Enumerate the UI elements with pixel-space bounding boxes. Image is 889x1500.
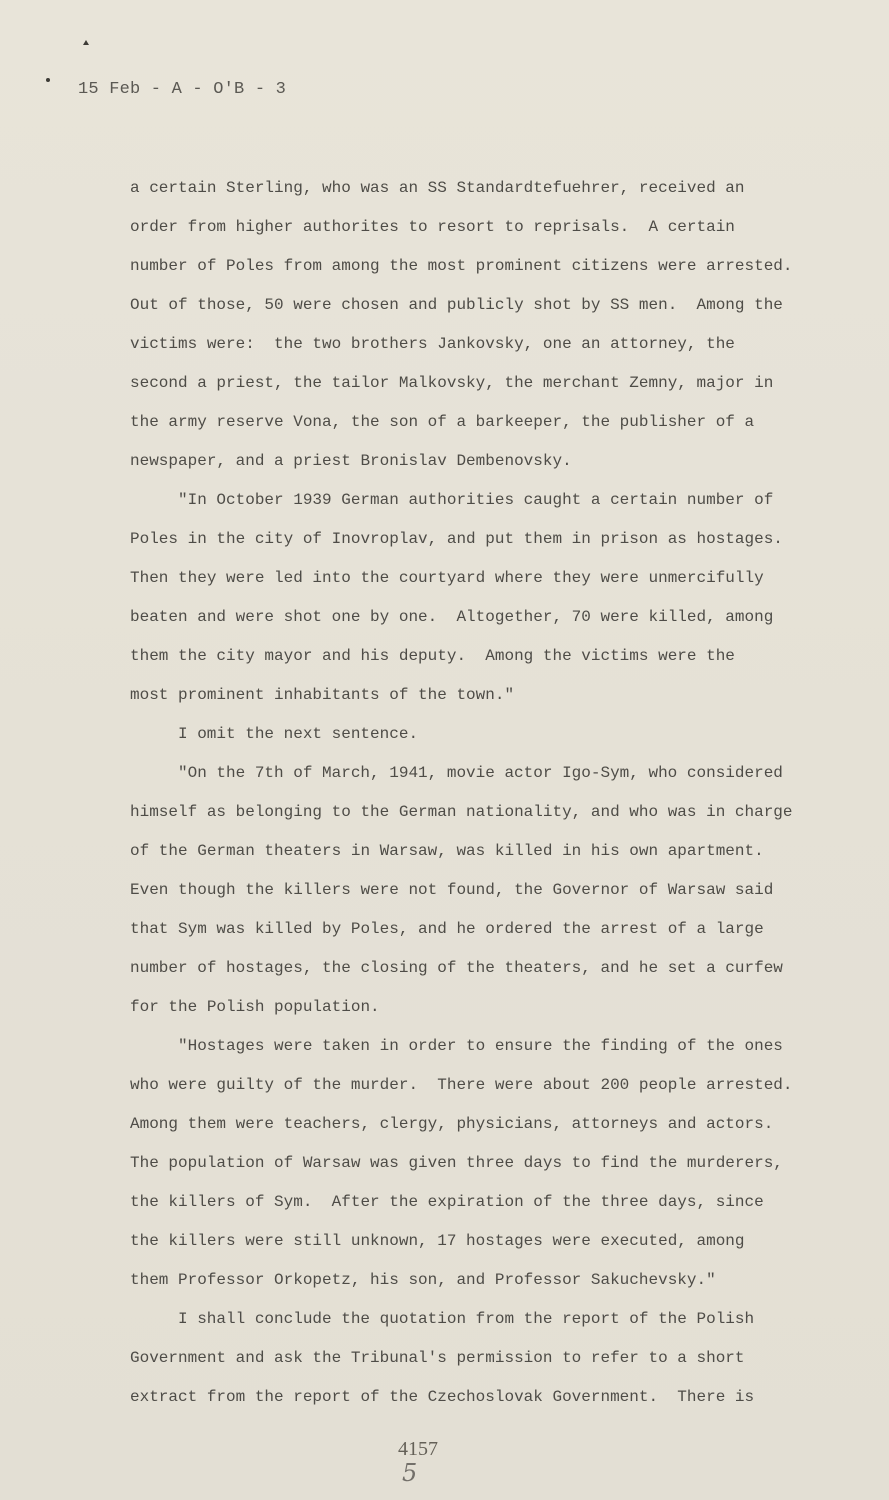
text-line: number of hostages, the closing of the theaters, and he set a curfew [130,959,783,977]
text-line: newspaper, and a priest Bronislav Dembenovsky. [130,452,572,470]
text-line: who were guilty of the murder. There were about 200 people arrested. [130,1076,793,1094]
text-line: them Professor Orkopetz, his son, and Professor Sakuchevsky." [130,1271,716,1289]
text-line: I omit the next sentence. [178,725,419,743]
document-body [130,169,820,1417]
margin-dot [46,78,50,82]
text-line: Then they were led into the courtyard where they were unmercifully [130,569,764,587]
text-line: Even though the killers were not found, the Governor of Warsaw said [130,881,774,899]
text-line: "Hostages were taken in order to ensure the finding of the ones [178,1037,783,1055]
text-line: most prominent inhabitants of the town." [130,686,515,704]
text-line: them the city mayor and his deputy. Among the victims were the [130,647,735,665]
text-line: the killers were still unknown, 17 hostages were executed, among [130,1232,745,1250]
text-line: a certain Sterling, who was an SS Standardtefuehrer, received an [130,179,745,197]
text-line: Poles in the city of Inovroplav, and put them in prison as hostages. [130,530,783,548]
handwritten-page-number: 5 [402,1459,418,1487]
text-line: beaten and were shot one by one. Altogether, 70 were killed, among [130,608,774,626]
text-line: order from higher authorites to resort to reprisals. A certain [130,218,735,236]
text-line: "On the 7th of March, 1941, movie actor Igo-Sym, who considered [178,764,783,782]
text-line: The population of Warsaw was given three days to find the murderers, [130,1154,783,1172]
margin-mark [83,40,89,45]
text-line: of the German theaters in Warsaw, was killed in his own apartment. [130,842,764,860]
text-line: extract from the report of the Czechoslovak Government. There is [130,1388,755,1406]
text-line: Among them were teachers, clergy, physicians, attorneys and actors. [130,1115,774,1133]
page-number: 4157 [398,1438,438,1460]
text-line: the army reserve Vona, the son of a barkeeper, the publisher of a [130,413,755,431]
text-line: Out of those, 50 were chosen and publicly shot by SS men. Among the [130,296,783,314]
text-line: that Sym was killed by Poles, and he ordered the arrest of a large [130,920,764,938]
text-line: Government and ask the Tribunal's permission to refer to a short [130,1349,745,1367]
text-line: victims were: the two brothers Jankovsky, one an attorney, the [130,335,735,353]
text-line: second a priest, the tailor Malkovsky, the merchant Zemny, major in [130,374,774,392]
text-line: number of Poles from among the most prominent citizens were arrested. [130,257,793,275]
document-header: 15 Feb - A - O'B - 3 [78,80,287,99]
text-line: the killers of Sym. After the expiration of the three days, since [130,1193,764,1211]
text-line: I shall conclude the quotation from the report of the Polish [178,1310,755,1328]
text-line: "In October 1939 German authorities caught a certain number of [178,491,774,509]
text-line: for the Polish population. [130,998,380,1016]
text-line: himself as belonging to the German nationality, and who was in charge [130,803,793,821]
